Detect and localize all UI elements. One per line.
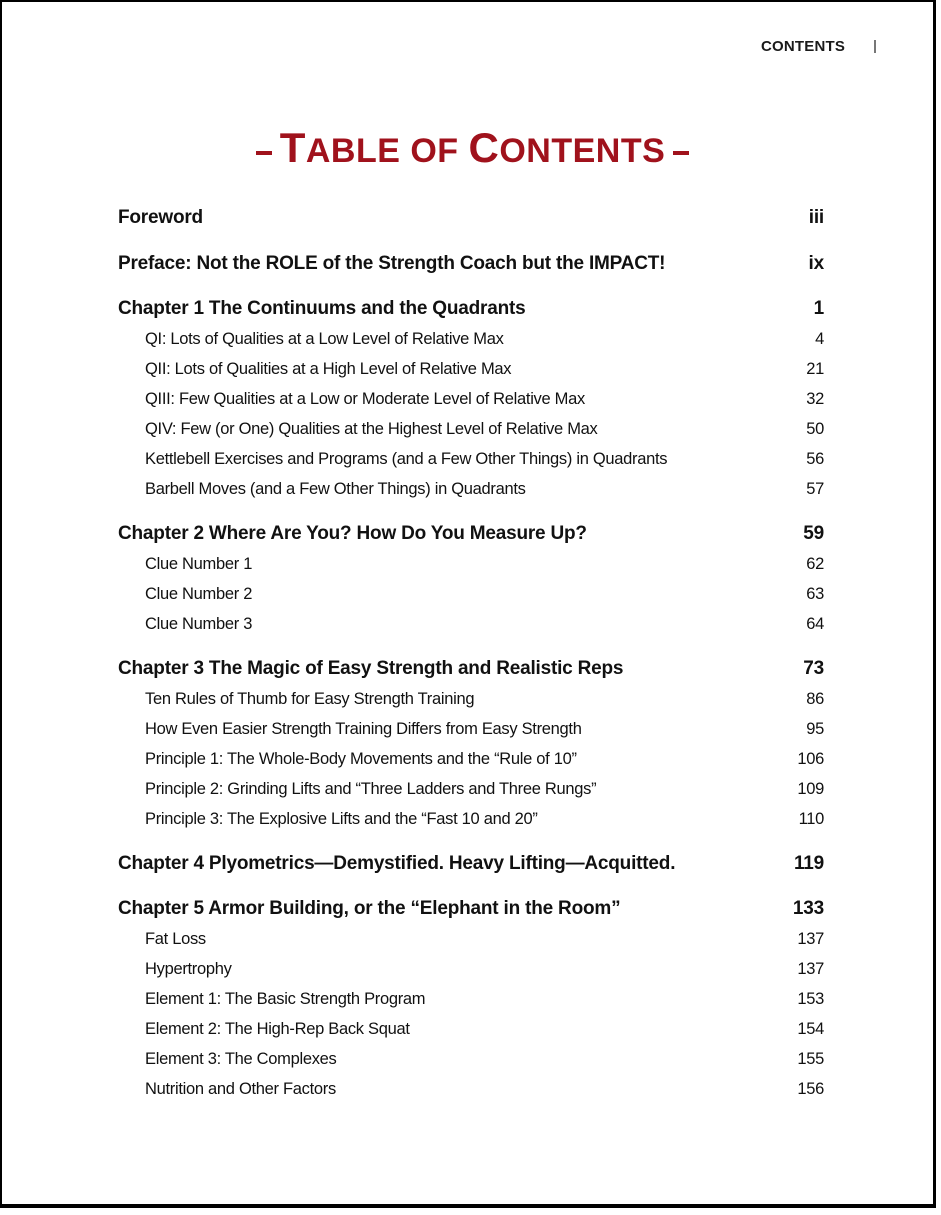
toc-entry-page: iii <box>808 207 824 228</box>
toc-section[interactable] <box>118 354 824 384</box>
toc-section-page: 21 <box>806 360 824 378</box>
toc-section-page: 110 <box>798 810 824 828</box>
toc-chapter-label: Chapter 5 Armor Building, or the “Elephant in the Room” <box>118 898 621 919</box>
chapter-group <box>118 654 824 834</box>
toc-chapter-label: Chapter 1 The Continuums and the Quadrants <box>118 298 526 319</box>
toc-section-page: 50 <box>806 420 824 438</box>
chapter-group <box>118 294 824 504</box>
toc-section[interactable] <box>118 1074 824 1104</box>
toc-section-label: Hypertrophy <box>145 960 232 978</box>
toc-section-label: Clue Number 2 <box>145 585 253 603</box>
toc-chapter-page: 119 <box>793 853 824 874</box>
toc-chapter-4[interactable] <box>118 849 824 879</box>
toc-section-page: 62 <box>806 555 824 573</box>
toc-section-page: 137 <box>797 960 824 978</box>
toc-section-label: Nutrition and Other Factors <box>145 1080 336 1098</box>
running-header: CONTENTS <box>761 38 846 55</box>
toc-section-page: 106 <box>797 750 824 768</box>
toc-section-page: 56 <box>806 450 824 468</box>
toc-section-label: QIV: Few (or One) Qualities at the Highest Level of Relative Max <box>145 420 598 438</box>
title-letter-c: C <box>468 124 500 171</box>
toc-chapter-page: 133 <box>792 898 824 919</box>
toc-section[interactable] <box>118 954 824 984</box>
toc-chapter-label: Chapter 2 Where Are You? How Do You Measure Up? <box>118 523 587 544</box>
toc-chapter-5[interactable] <box>118 894 824 924</box>
toc-chapter-page: 59 <box>803 523 824 544</box>
toc-section-label: Fat Loss <box>145 930 206 948</box>
toc-chapter-label: Chapter 4 Plyometrics—Demystified. Heavy Lifting—Acquitted. <box>118 853 676 874</box>
title-ontents: ONTENTS <box>499 132 666 170</box>
toc-section[interactable] <box>118 984 824 1014</box>
toc-section-page: 57 <box>806 480 824 498</box>
toc-section[interactable] <box>118 444 824 474</box>
toc-section[interactable] <box>118 714 824 744</box>
toc-section-page: 32 <box>806 390 824 408</box>
toc-section-label: Ten Rules of Thumb for Easy Strength Training <box>145 690 475 708</box>
toc-entry-label: Foreword <box>118 207 203 228</box>
toc-section-label: Principle 1: The Whole-Body Movements and the “Rule of 10” <box>145 750 577 768</box>
toc-section-label: Barbell Moves (and a Few Other Things) in Quadrants <box>145 480 526 498</box>
toc-section-label: Clue Number 3 <box>145 615 253 633</box>
title-letter-t: T <box>279 124 306 171</box>
toc-section-label: Clue Number 1 <box>145 555 253 573</box>
title-able-of: ABLE OF <box>305 132 469 170</box>
toc-chapter-label: Chapter 3 The Magic of Easy Strength and Realistic Reps <box>118 658 624 679</box>
toc-section[interactable] <box>118 414 824 444</box>
toc-section[interactable] <box>118 579 824 609</box>
toc-section-label: Principle 2: Grinding Lifts and “Three Ladders and Three Rungs” <box>145 780 597 798</box>
toc-section-page: 63 <box>806 585 824 603</box>
toc-section[interactable] <box>118 384 824 414</box>
toc-section[interactable] <box>118 774 824 804</box>
toc-section[interactable] <box>118 549 824 579</box>
toc-section[interactable] <box>118 609 824 639</box>
toc-section-label: QII: Lots of Qualities at a High Level of Relative Max <box>145 360 512 378</box>
chapter-group <box>118 519 824 639</box>
toc-section[interactable] <box>118 684 824 714</box>
toc-section-label: Principle 3: The Explosive Lifts and the “Fast 10 and 20” <box>145 810 538 828</box>
toc-section[interactable] <box>118 474 824 504</box>
toc-section-page: 153 <box>797 990 824 1008</box>
toc-section-page: 4 <box>815 330 824 348</box>
page-title <box>2 124 941 172</box>
toc-section-page: 95 <box>806 720 824 738</box>
toc-section-label: QIII: Few Qualities at a Low or Moderate Level of Relative Max <box>145 390 585 408</box>
toc-chapter-page: 73 <box>803 658 824 679</box>
toc-section-label: Element 1: The Basic Strength Program <box>145 990 426 1008</box>
toc-chapter-page: 1 <box>813 298 824 319</box>
toc-entry-foreword[interactable] <box>118 202 824 248</box>
chapter-list <box>118 294 824 1104</box>
toc-section[interactable] <box>118 324 824 354</box>
toc-section-label: Element 2: The High-Rep Back Squat <box>145 1020 410 1038</box>
toc-section-page: 156 <box>797 1080 824 1098</box>
toc-chapter-3[interactable] <box>118 654 824 684</box>
toc-section-page: 86 <box>806 690 824 708</box>
toc-section[interactable] <box>118 924 824 954</box>
toc-section-page: 154 <box>797 1020 824 1038</box>
toc-section-label: QI: Lots of Qualities at a Low Level of Relative Max <box>145 330 504 348</box>
title-left-dash <box>256 151 272 155</box>
header-divider <box>874 40 876 53</box>
toc-section[interactable] <box>118 1014 824 1044</box>
toc-entry-preface[interactable] <box>118 248 824 294</box>
table-of-contents <box>118 202 824 1119</box>
toc-entry-label: Preface: Not the ROLE of the Strength Coach but the IMPACT! <box>118 253 666 274</box>
chapter-group <box>118 849 824 879</box>
title-right-dash <box>673 151 689 155</box>
toc-section-label: How Even Easier Strength Training Differs from Easy Strength <box>145 720 582 738</box>
chapter-group <box>118 894 824 1104</box>
toc-section-page: 155 <box>797 1050 824 1068</box>
toc-section[interactable] <box>118 1044 824 1074</box>
toc-section-page: 137 <box>797 930 824 948</box>
toc-section[interactable] <box>118 804 824 834</box>
toc-entry-page: ix <box>808 253 824 274</box>
toc-section-page: 64 <box>806 615 824 633</box>
toc-section-label: Element 3: The Complexes <box>145 1050 337 1068</box>
toc-section-label: Kettlebell Exercises and Programs (and a Few Other Things) in Quadrants <box>145 450 668 468</box>
toc-chapter-1[interactable] <box>118 294 824 324</box>
toc-section[interactable] <box>118 744 824 774</box>
toc-section-page: 109 <box>797 780 824 798</box>
toc-chapter-2[interactable] <box>118 519 824 549</box>
